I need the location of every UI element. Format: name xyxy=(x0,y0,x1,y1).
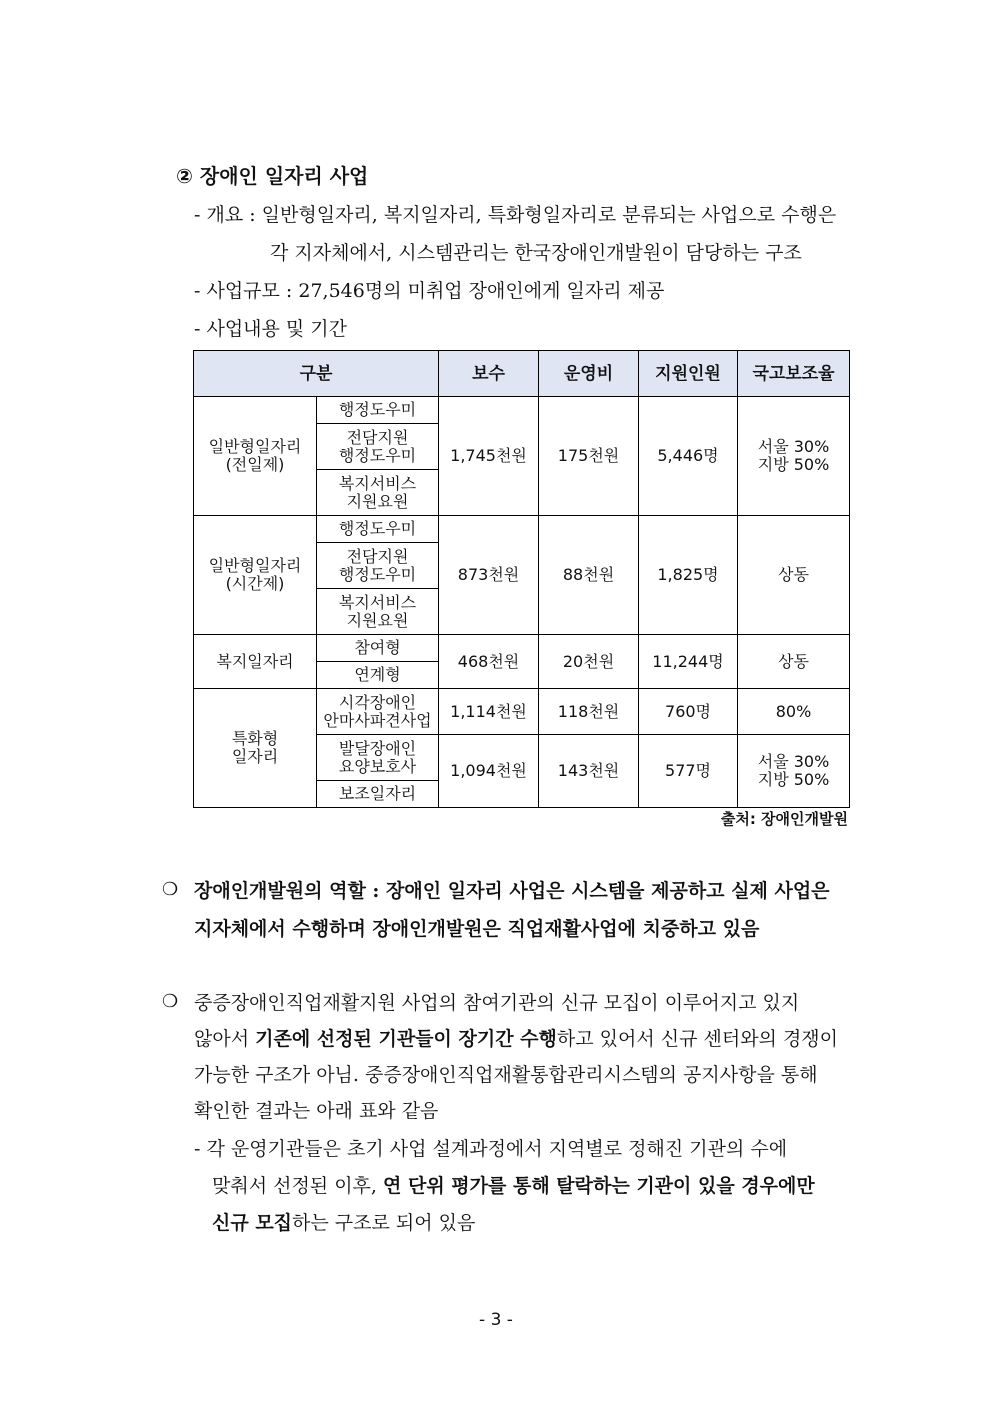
group-general-fulltime: 일반형일자리 (전일제) xyxy=(194,397,317,516)
sub-welfare-service-staff: 복지서비스 지원요원 xyxy=(317,589,439,635)
table-row xyxy=(194,397,850,424)
people-cell: 11,244명 xyxy=(639,635,738,689)
sub-participation: 참여형 xyxy=(317,635,439,662)
group-general-parttime: 일반형일자리 (시간제) xyxy=(194,516,317,635)
header-support-people: 지원인원 xyxy=(639,351,738,397)
rate-cell: 상동 xyxy=(738,635,850,689)
header-subsidy-rate: 국고보조율 xyxy=(738,351,850,397)
group-specialized-jobs: 특화형 일자리 xyxy=(194,689,317,808)
people-cell: 577명 xyxy=(639,735,738,808)
scale-line: - 사업규모 : 27,546명의 미취업 장애인에게 일자리 제공 xyxy=(194,280,665,302)
bullet2-line-3: 가능한 구조가 아님. 중증장애인직업재활통합관리시스템의 공지사항을 통해 xyxy=(194,1064,818,1086)
sub-admin-helper: 행정도우미 xyxy=(317,516,439,543)
bullet-marker: ❍ xyxy=(162,991,179,1012)
overview-line-2: 각 지자체에서, 시스템관리는 한국장애인개발원이 담당하는 구조 xyxy=(270,242,802,264)
bullet2-sub-line-3: 신규 모집하는 구조로 되어 있음 xyxy=(212,1212,476,1234)
op-cost-cell: 88천원 xyxy=(539,516,639,635)
bullet2-line-4: 확인한 결과는 아래 표와 같음 xyxy=(194,1100,439,1122)
bullet2-sub-line-2: 맞춰서 선정된 이후, 연 단위 평가를 통해 탈락하는 기관이 있을 경우에만 xyxy=(212,1175,815,1197)
pay-cell: 873천원 xyxy=(439,516,539,635)
sub-linked: 연계형 xyxy=(317,662,439,689)
table-source: 출처: 장애인개발원 xyxy=(720,810,848,828)
sub-dedicated-admin-helper: 전담지원 행정도우미 xyxy=(317,543,439,589)
rate-cell: 상동 xyxy=(738,516,850,635)
people-cell: 5,446명 xyxy=(639,397,738,516)
bullet1-line-2: 지자체에서 수행하며 장애인개발원은 직업재활사업에 치중하고 있음 xyxy=(194,918,760,940)
table-row xyxy=(194,516,850,543)
sub-welfare-service-staff: 복지서비스 지원요원 xyxy=(317,470,439,516)
header-pay: 보수 xyxy=(439,351,539,397)
pay-cell: 1,094천원 xyxy=(439,735,539,808)
bullet1-line-1: 장애인개발원의 역할 : 장애인 일자리 사업은 시스템을 제공하고 실제 사업은 xyxy=(194,880,830,902)
bullet2-line-1: 중증장애인직업재활지원 사업의 참여기관의 신규 모집이 이루어지고 있지 xyxy=(194,992,800,1014)
header-category: 구분 xyxy=(194,351,439,397)
op-cost-cell: 143천원 xyxy=(539,735,639,808)
table-row xyxy=(194,635,850,662)
sub-assistant-jobs: 보조일자리 xyxy=(317,781,439,808)
sub-developmental-care: 발달장애인 요양보호사 xyxy=(317,735,439,781)
op-cost-cell: 20천원 xyxy=(539,635,639,689)
group-welfare-jobs: 복지일자리 xyxy=(194,635,317,689)
pay-cell: 1,745천원 xyxy=(439,397,539,516)
sub-visually-impaired-massage: 시각장애인 안마사파견사업 xyxy=(317,689,439,735)
page-number: - 3 - xyxy=(479,1310,513,1330)
rate-cell: 서울 30% 지방 50% xyxy=(738,735,850,808)
people-cell: 1,825명 xyxy=(639,516,738,635)
bullet2-line-2: 않아서 기존에 선정된 기관들이 장기간 수행하고 있어서 신규 센터와의 경쟁이 xyxy=(194,1028,839,1050)
job-program-table xyxy=(193,350,850,808)
content-line: - 사업내용 및 기간 xyxy=(194,318,348,340)
people-cell: 760명 xyxy=(639,689,738,735)
op-cost-cell: 175천원 xyxy=(539,397,639,516)
pay-cell: 1,114천원 xyxy=(439,689,539,735)
bullet-marker: ❍ xyxy=(162,879,179,900)
rate-cell: 80% xyxy=(738,689,850,735)
header-operating-cost: 운영비 xyxy=(539,351,639,397)
section-heading: ② 장애인 일자리 사업 xyxy=(176,164,369,188)
rate-cell: 서울 30% 지방 50% xyxy=(738,397,850,516)
table-row xyxy=(194,689,850,735)
bullet2-sub-line-1: - 각 운영기관들은 초기 사업 설계과정에서 지역별로 정해진 기관의 수에 xyxy=(194,1138,788,1160)
overview-line-1: - 개요 : 일반형일자리, 복지일자리, 특화형일자리로 분류되는 사업으로 수행은 xyxy=(194,204,837,226)
op-cost-cell: 118천원 xyxy=(539,689,639,735)
sub-dedicated-admin-helper: 전담지원 행정도우미 xyxy=(317,424,439,470)
pay-cell: 468천원 xyxy=(439,635,539,689)
sub-admin-helper: 행정도우미 xyxy=(317,397,439,424)
